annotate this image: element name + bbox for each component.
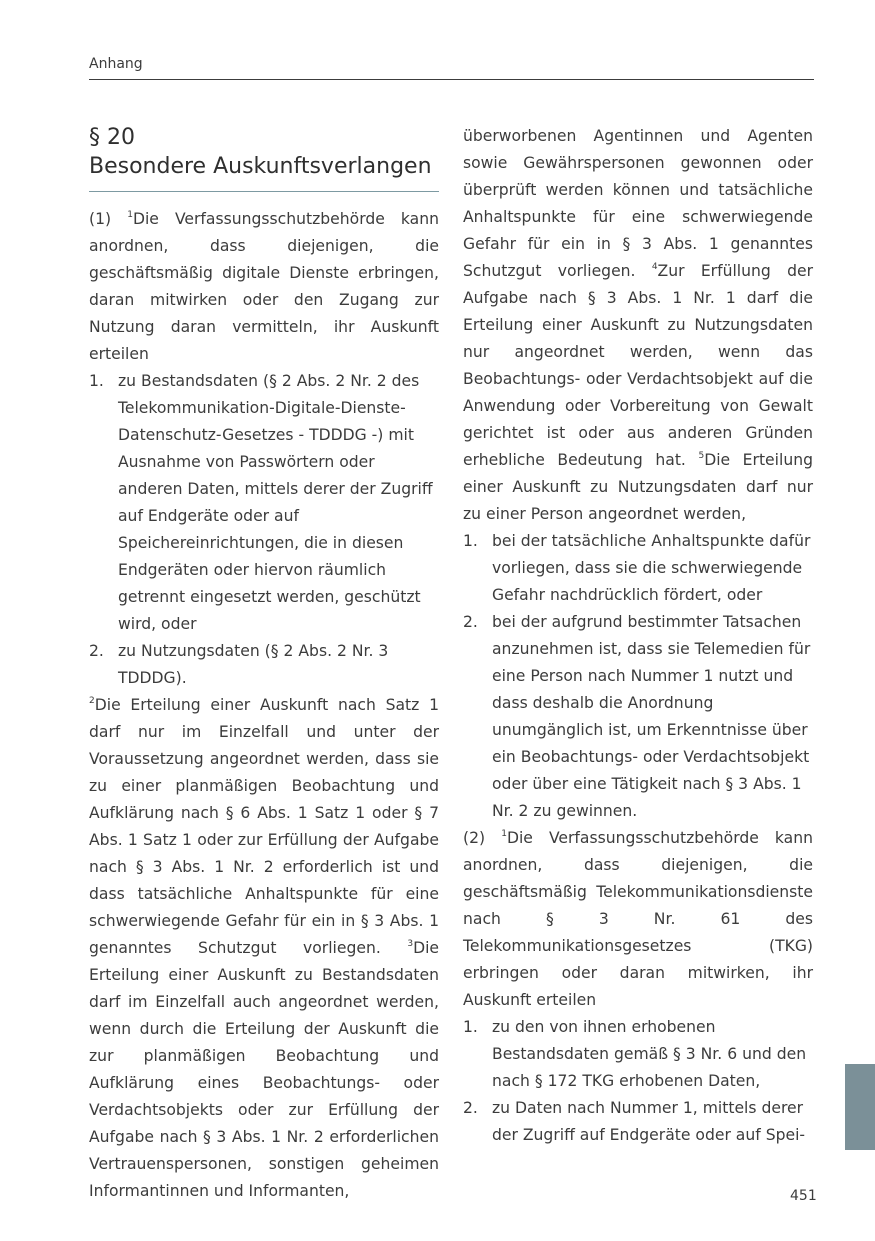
- right-column: [463, 123, 813, 1149]
- list-number: 1.: [463, 1018, 478, 1036]
- paragraph-text: Die Verfassungsschutzbehörde kann anordnen, dass diejenigen, die geschäftsmäßig digitale Dienste erbringen, daran mitwirken oder den Zugang zur Nutzung daran vermitteln, ihr Auskunft erteilen: [89, 210, 440, 363]
- section-title: Besondere Auskunftsverlangen: [89, 154, 432, 179]
- list-item: [463, 609, 813, 825]
- sentence-marker: 3: [407, 939, 414, 949]
- section-divider: [89, 191, 439, 192]
- section-number: § 20: [89, 125, 135, 150]
- list-text: zu den von ihnen erhobenen Bestandsdaten gemäß § 3 Nr. 6 und den nach § 172 TKG erhobenen Daten,: [492, 1018, 807, 1090]
- list-item: [89, 638, 439, 692]
- paragraph-1-sentences: [89, 692, 439, 1205]
- paragraph-1-intro: [89, 206, 439, 368]
- list-item: [463, 1095, 813, 1149]
- list-number: 2.: [463, 1099, 478, 1117]
- list-number: 1.: [463, 532, 478, 550]
- sentence-text: Zur Erfüllung der Aufgabe nach § 3 Abs. 1 Nr. 1 darf die Erteilung einer Auskunft zu Nutzungsdaten nur angeordnet werden, wenn das Beobachtungs- oder Verdachtsobjekt auf die Anwendung oder Vorbereitung von Gewalt gerichtet ist oder aus anderen Gründen erhebliche Bedeutung hat.: [463, 262, 813, 469]
- list-text: zu Daten nach Nummer 1, mittels derer der Zugriff auf Endgeräte oder auf Spei-: [492, 1099, 806, 1144]
- sentence-marker: 2: [89, 696, 95, 706]
- list-number: 2.: [463, 613, 478, 631]
- left-column: [89, 123, 439, 1205]
- section-heading: [89, 123, 439, 181]
- sentence-text: Die Erteilung einer Auskunft zu Nutzungsdaten darf nur zu einer Person angeordnet werden,: [463, 451, 813, 523]
- list-item: [89, 368, 439, 638]
- sentence-text: Die Erteilung einer Auskunft zu Bestandsdaten darf im Einzelfall auch angeordnet werden, wenn durch die Erteilung der Auskunft die zur planmäßigen Beobachtung und Aufklärung eines Beobachtungs- oder Verdachtsobjekts oder zur Erfüllung der Aufgabe nach § 3 Abs. 1 Nr. 2 erforderlichen Vertrauenspersonen, sonstigen geheimen Informantinnen und Informanten,: [89, 939, 439, 1200]
- numbered-list: [463, 528, 813, 825]
- numbered-list: [463, 1014, 813, 1149]
- sentence-marker: 1: [127, 210, 133, 220]
- chapter-thumb-tab: [845, 1064, 875, 1150]
- list-text: zu Nutzungsdaten (§ 2 Abs. 2 Nr. 3 TDDDG).: [118, 642, 389, 687]
- paragraph-number: (2): [463, 829, 502, 847]
- list-item: [463, 1014, 813, 1095]
- sentence-text: Die Erteilung einer Auskunft nach Satz 1 darf nur im Einzelfall und unter der Voraussetzung angeordnet werden, dass sie zu einer planmäßigen Beobachtung und Aufklärung nach § 6 Abs. 1 Satz 1 oder § 7 Abs. 1 Satz 1 oder zur Erfüllung der Aufgabe nach § 3 Abs. 1 Nr. 2 erforderlich ist und dass tatsächliche Anhaltspunkte für eine schwerwiegende Gefahr für ein in § 3 Abs. 1 genanntes Schutzgut vorliegen.: [89, 696, 439, 957]
- sentence-marker: 1: [501, 829, 507, 839]
- running-header: Anhang: [89, 56, 143, 72]
- list-number: 1.: [89, 372, 104, 390]
- paragraph-1-continued: [463, 123, 813, 528]
- paragraph-text: Die Verfassungsschutzbehörde kann anordnen, dass diejenigen, die geschäftsmäßig Telekommunikationsdienste nach § 3 Nr. 61 des Telekommunikationsgesetzes (TKG) erbringen oder daran mitwirken, ihr Auskunft erteilen: [463, 829, 814, 1009]
- header-divider: [89, 79, 814, 80]
- sentence-marker: 5: [698, 451, 705, 461]
- list-text: zu Bestandsdaten (§ 2 Abs. 2 Nr. 2 des Telekommunikation-Digitale-Dienste-Datenschutz-Gesetzes - TDDDG -) mit Ausnahme von Passwörtern oder anderen Daten, mittels derer der Zugriff auf Endgeräte oder auf Speichereinrichtungen, die in diesen Endgeräten oder hiervon räumlich getrennt eingesetzt werden, geschützt wird, oder: [118, 372, 433, 633]
- list-item: [463, 528, 813, 609]
- list-text: bei der tatsächliche Anhaltspunkte dafür vorliegen, dass sie die schwerwiegende Gefahr nachdrücklich fördert, oder: [492, 532, 811, 604]
- list-text: bei der aufgrund bestimmter Tatsachen anzunehmen ist, dass sie Telemedien für eine Person nach Nummer 1 nutzt und dass deshalb die Anordnung unumgänglich ist, um Erkenntnisse über ein Beobachtungs- oder Verdachtsobjekt oder über eine Tätigkeit nach § 3 Abs. 1 Nr. 2 zu gewinnen.: [492, 613, 811, 820]
- sentence-text: überworbenen Agentinnen und Agenten sowie Gewährspersonen gewonnen oder überprüft werden können und tatsächliche Anhaltspunkte für eine schwerwiegende Gefahr für ein in § 3 Abs. 1 genanntes Schutzgut vorliegen.: [463, 127, 813, 280]
- numbered-list: [89, 368, 439, 692]
- list-number: 2.: [89, 642, 104, 660]
- page-number: 451: [790, 1188, 817, 1204]
- paragraph-2-intro: [463, 825, 813, 1014]
- paragraph-number: (1): [89, 210, 128, 228]
- sentence-marker: 4: [651, 262, 658, 272]
